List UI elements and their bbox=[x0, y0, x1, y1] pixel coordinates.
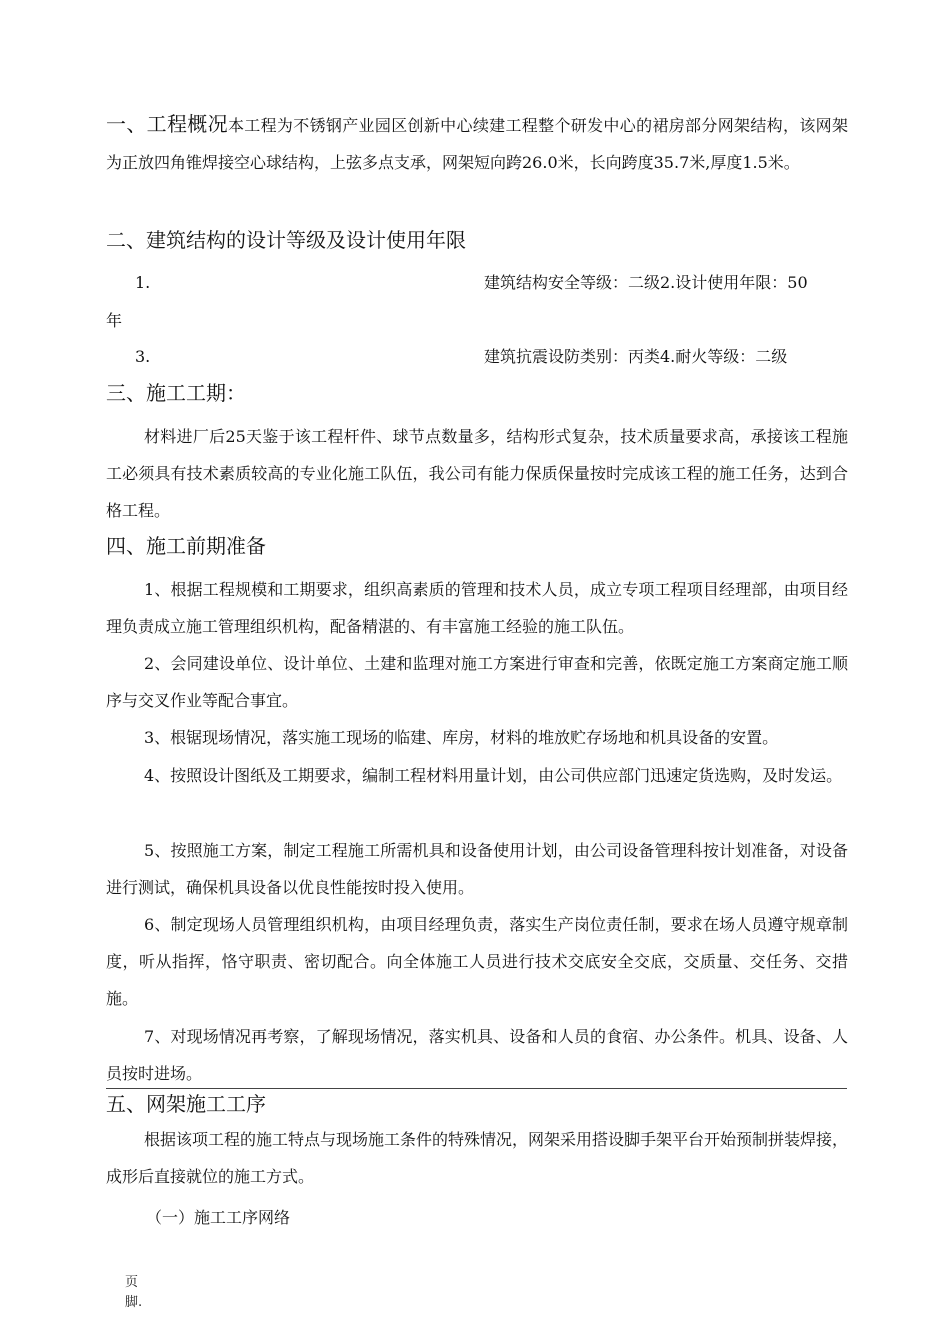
section-4-heading: 四、施工前期准备 bbox=[106, 534, 266, 558]
item-1-text: 建筑结构安全等级：二级2.设计使用年限：50 bbox=[484, 273, 808, 292]
prep-item-7: 7、对现场情况再考察，了解现场情况，落实机具、设备和人员的食宿、办公条件。机具、设备、人员按时进场。 bbox=[106, 1027, 848, 1083]
section-3-heading: 三、施工工期： bbox=[106, 381, 246, 405]
page-footer: 页脚. bbox=[125, 1275, 143, 1310]
item-1-number: 1. bbox=[135, 273, 151, 292]
section-2-heading: 二、建筑结构的设计等级及设计使用年限 bbox=[106, 228, 466, 252]
section-1-paragraph bbox=[106, 106, 848, 181]
section-5-body: 根据该项工程的施工特点与现场施工条件的特殊情况，网架采用搭设脚手架平台开始预制拼装焊接，成形后直接就位的施工方式。 bbox=[106, 1130, 849, 1186]
section-3-body: 材料进厂后25天鉴于该工程杆件、球节点数量多，结构形式复杂，技术质量要求高，承接该工程施工必须具有技术素质较高的专业化施工队伍，我公司有能力保质保量按时完成该工程的施工任务，达到合格工程。 bbox=[106, 427, 848, 520]
horizontal-rule bbox=[106, 1088, 847, 1089]
prep-item-2: 2、会同建设单位、设计单位、土建和监理对施工方案进行审查和完善，依既定施工方案商定施工顺序与交叉作业等配合事宜。 bbox=[106, 654, 848, 710]
prep-item-6: 6、制定现场人员管理组织机构，由项目经理负责，落实生产岗位责任制，要求在场人员遵守规章制度，听从指挥，恪守职责、密切配合。向全体施工人员进行技术交底安全交底，交质量、交任务、交措施。 bbox=[106, 915, 848, 1008]
item-3-number: 3. bbox=[135, 347, 151, 366]
section-5-subheading: （一）施工工序网络 bbox=[146, 1208, 291, 1227]
prep-item-1: 1、根据工程规模和工期要求，组织高素质的管理和技术人员，成立专项工程项目经理部，由项目经理负责成立施工管理组织机构，配备精湛的、有丰富施工经验的施工队伍。 bbox=[106, 580, 848, 636]
section-5-heading: 五、网架施工工序 bbox=[106, 1092, 266, 1116]
section-1-heading: 一、工程概况 bbox=[106, 112, 228, 136]
prep-item-4: 4、按照设计图纸及工期要求，编制工程材料用量计划，由公司供应部门迅速定货选购，及时发运。 bbox=[144, 766, 843, 785]
item-1-continuation: 年 bbox=[106, 311, 123, 330]
item-3-text: 建筑抗震设防类别：丙类4.耐火等级：二级 bbox=[484, 347, 788, 366]
section-1-body: 本工程为不锈钢产业园区创新中心续建工程整个研发中心的裙房部分网架结构，该网架为正放四角锥焊接空心球结构，上弦多点支承，网架短向跨26.0米，长向跨度35.7米,厚度1.5米。 bbox=[106, 116, 848, 172]
prep-item-3: 3、根锯现场情况，落实施工现场的临建、库房，材料的堆放贮存场地和机具设备的安置。 bbox=[144, 728, 779, 747]
prep-item-5: 5、按照施工方案，制定工程施工所需机具和设备使用计划，由公司设备管理科按计划准备，对设备进行测试，确保机具设备以优良性能按时投入使用。 bbox=[106, 841, 848, 897]
